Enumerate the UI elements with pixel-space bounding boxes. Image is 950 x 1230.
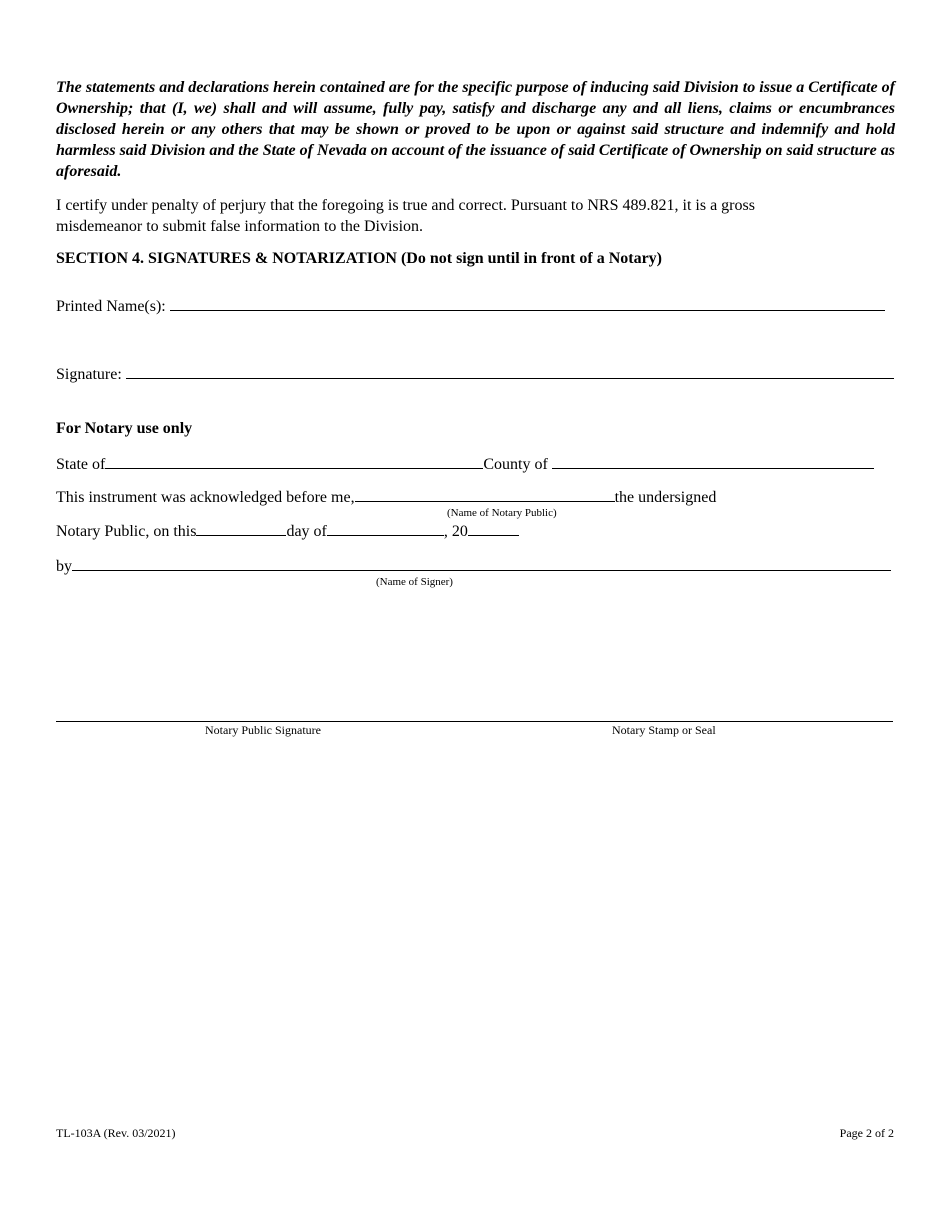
day-field[interactable] [196,521,286,536]
section-4-heading: SECTION 4. SIGNATURES & NOTARIZATION (Do not sign until in front of a Notary) [56,250,662,267]
form-id: TL-103A (Rev. 03/2021) [56,1126,176,1140]
notary-use-heading: For Notary use only [56,420,193,437]
signature-row [56,364,894,384]
notary-signature-line[interactable] [56,721,893,722]
signature-field[interactable] [126,364,894,379]
state-field[interactable] [105,454,483,469]
county-label: County of [483,456,548,473]
day-of-label: day of [286,523,327,540]
declaration-paragraph: The statements and declarations herein contained are for the specific purpose of inducing said Division to issue a Certificate of Ownership; that (I, we) shall and will assume, fully pay, satisfy and discharge any and all liens, claims or encumbrances disclosed herein or any others that may be shown or proved to be upon or against said structure and indemnify and hold harmless said Division and the State of Nevada on account of the issuance of said Certificate of Ownership on said structure as aforesaid. [56,79,895,180]
printed-name-label: Printed Name(s): [56,298,166,315]
state-county-row [56,454,874,474]
page-number: Page 2 of 2 [839,1126,894,1140]
signer-name-field[interactable] [72,556,891,571]
notary-date-row [56,521,519,541]
acknowledged-row [56,487,716,507]
year-field[interactable] [468,521,519,536]
state-label: State of [56,456,106,473]
month-field[interactable] [327,521,444,536]
by-label: by [56,558,72,575]
printed-name-row [56,296,885,316]
printed-name-field[interactable] [170,296,885,311]
notary-stamp-caption: Notary Stamp or Seal [612,723,716,737]
undersigned-label: the undersigned [614,489,717,506]
signer-row [56,556,891,576]
signature-label: Signature: [56,366,122,383]
notary-signature-caption: Notary Public Signature [205,723,321,737]
year-prefix: , 20 [443,523,468,540]
perjury-certification: I certify under penalty of perjury that the foregoing is true and correct. Pursuant to NRS 489.821, it is a gross misdemeanor to submit false information to the Division. [56,197,755,235]
signer-caption: (Name of Signer) [376,576,453,588]
notary-public-on-label: Notary Public, on this [56,523,197,540]
notary-name-field[interactable] [355,487,615,502]
county-field[interactable] [552,454,874,469]
notary-name-caption: (Name of Notary Public) [447,507,557,519]
acknowledged-label: This instrument was acknowledged before me, [56,489,355,506]
